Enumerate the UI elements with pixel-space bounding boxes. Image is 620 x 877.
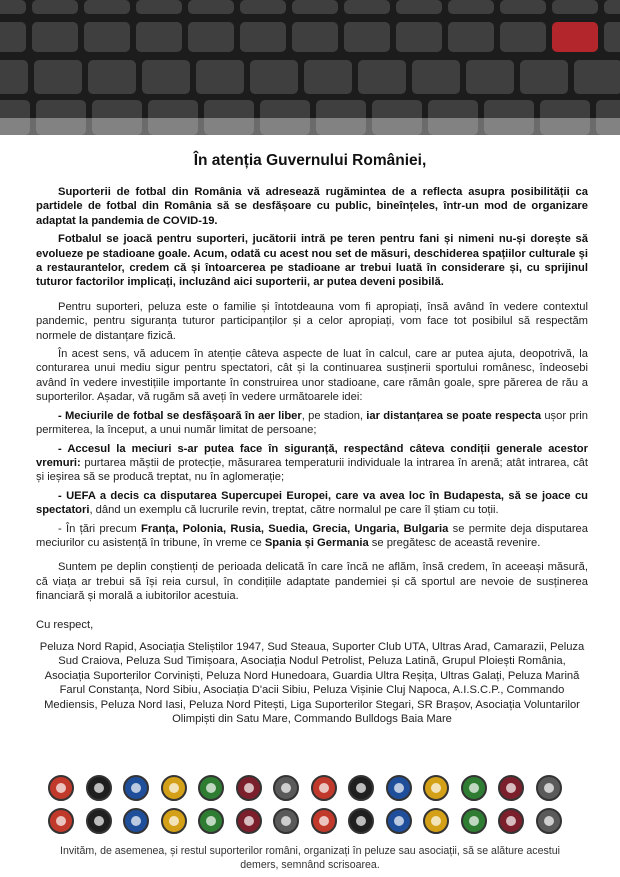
club-logo-icon <box>461 775 487 801</box>
seat <box>412 60 460 94</box>
seat <box>448 22 494 52</box>
seat <box>448 0 494 14</box>
bullet-outdoor-text: , pe stadion, <box>301 409 367 422</box>
bullet-countries-bold: Franța, Polonia, Rusia, Suedia, Grecia, Ungaria, Bulgaria <box>141 522 449 535</box>
club-logo-icon <box>498 808 524 834</box>
club-logo-icon <box>123 808 149 834</box>
seat <box>574 60 620 94</box>
club-logo-icon <box>161 775 187 801</box>
paragraph-context: În acest sens, vă aducem în atenție câteva aspecte de luat în calcul, care ar putea ajuta, deopotrivă, la conturarea unui mediu sigur pentru spectatori, cât și la continuarea susținerii sportului românesc, îndeosebi având în vedere investițiile importante în construirea unor stadioane, care rămân goale, spre părerea de rău a suporterilor. Așadar, vă rugăm să aveți în vedere următoarele idei: <box>36 348 588 404</box>
club-logo-icon <box>498 775 524 801</box>
club-logo-icon <box>311 808 337 834</box>
club-logo-icon <box>348 808 374 834</box>
seat <box>32 0 78 14</box>
seat <box>604 0 620 14</box>
closing-paragraph: Suntem pe deplin conștienți de perioada delicată în care încă ne aflăm, însă credem, în aceeași măsură, că viața ar trebui să își reia cursul, în condițiile adaptate pandemiei și că sportul are nevoie de susținerea financiară și morală a iubitorilor acestuia. <box>36 561 588 603</box>
club-logo-icon <box>536 808 562 834</box>
intro-paragraph-2: Fotbalul se joacă pentru suporteri, jucătorii intră pe teren pentru fani și nimeni nu-și dorește să evolueze pe stadioane goale. Acum, odată cu acest nou set de măsuri, deschiderea spațiilor culturale și a restaurantelor, credem că și întoarcerea pe stadioane ar trebui luată în considerare și, cu sprijinul tuturor factorilor implicați, incluzând aici suporterii, ar putea deveni posibilă. <box>36 233 588 289</box>
bullet-countries-text-3: se pregătesc de această revenire. <box>368 536 541 549</box>
seat <box>0 0 26 14</box>
seat <box>520 60 568 94</box>
footer-invitation: Invităm, de asemenea, și restul suporterilor români, organizați în peluze sau asociații, să se alăture acestui demers, semnând scrisoarea. <box>60 845 560 871</box>
seat <box>240 22 286 52</box>
seat <box>0 60 28 94</box>
seat <box>142 60 190 94</box>
seat <box>0 22 26 52</box>
seat <box>136 22 182 52</box>
club-logo-icon <box>123 775 149 801</box>
seat <box>500 22 546 52</box>
bullet-uefa-bold: - UEFA a decis ca disputarea Supercupei Europei, care va avea loc în Budapesta, să se joace cu spectatori <box>36 489 588 517</box>
letter <box>0 135 620 877</box>
club-logo-icon <box>48 775 74 801</box>
club-logo-icon <box>273 775 299 801</box>
stadium-seats-image <box>0 0 620 135</box>
seat <box>188 22 234 52</box>
club-logo-icon <box>86 808 112 834</box>
bullet-safety <box>36 442 588 485</box>
club-logos-strip <box>48 775 576 837</box>
club-logo-icon <box>198 775 224 801</box>
seat <box>292 22 338 52</box>
greeting: Cu respect, <box>36 618 94 631</box>
club-logo-icon <box>236 808 262 834</box>
seat <box>34 60 82 94</box>
bullet-safety-text: purtarea măștii de protecție, măsurarea temperaturii individuale la intrarea în arenă; atât intrarea, cât și ieșirea să se producă treptat, nu în aglomerație; <box>36 456 588 484</box>
club-logo-icon <box>461 808 487 834</box>
club-logo-icon <box>423 808 449 834</box>
club-logo-icon <box>348 775 374 801</box>
image-fade <box>0 118 620 135</box>
bullet-outdoor-bold: - Meciurile de fotbal se desfășoară în aer liber <box>58 409 302 422</box>
seat <box>500 0 546 14</box>
seat <box>304 60 352 94</box>
seat <box>84 0 130 14</box>
red-seat <box>552 22 598 52</box>
bullet-outdoor-bold-2: iar distanțarea se poate respecta <box>366 409 542 422</box>
bullet-outdoor-text-2: ușor prin permiterea, la început, a unui număr limitat de persoane; <box>36 409 588 437</box>
club-logo-icon <box>536 775 562 801</box>
bullet-safety-bold: - Accesul la meciuri s-ar putea face în siguranță, respectând câteva condiții generale acestor vremuri: <box>36 442 588 469</box>
club-logo-icon <box>423 775 449 801</box>
seat <box>396 0 442 14</box>
bullet-uefa-text: , dând un exemplu că lucrurile revin, treptat, către normalul pe care îl știam cu toții. <box>89 504 499 517</box>
letter-title: În atenția Guvernului României, <box>193 152 427 169</box>
seat <box>32 22 78 52</box>
seat <box>250 60 298 94</box>
seat <box>88 60 136 94</box>
seat <box>552 0 598 14</box>
seat <box>466 60 514 94</box>
bullet-outdoor <box>36 409 588 438</box>
seat <box>196 60 244 94</box>
seat <box>188 0 234 14</box>
seat <box>396 22 442 52</box>
bullet-countries-bold-2: Spania și Germania <box>264 536 369 549</box>
seat <box>240 0 286 14</box>
seat <box>344 0 390 14</box>
seat <box>358 60 406 94</box>
intro-paragraph-1: Suporterii de fotbal din România vă adresează rugămintea de a reflecta asupra posibilității ca partidele de fotbal din România să se desfășoare cu public, bineînțeles, într-un mod de organizare adaptat la pandemia de COVID-19. <box>36 186 588 227</box>
club-logo-icon <box>386 775 412 801</box>
club-logo-icon <box>386 808 412 834</box>
bullet-countries <box>36 522 588 551</box>
seat <box>136 0 182 14</box>
club-logo-icon <box>198 808 224 834</box>
bullet-countries-text: - În țări precum <box>58 522 142 535</box>
club-logo-icon <box>311 775 337 801</box>
signatories: Peluza Nord Rapid, Asociația Steliștilor 1947, Sud Steaua, Suporter Club UTA, Ultras Arad, Camarazii, Peluza Sud Craiova, Peluza Sud Timișoara, Asociația Nodul Petrolist, Peluza Latină, Grupul Ploiești România, Asociația Suporterilor Corviniști, Peluza Nord Hunedoara, Guardia Ultra Reșița, Ultras Galați, Peluza Marină Farul Constanța, Nord Sibiu, Asociația D'acii Sibiu, Peluza Vișinie Cluj Napoca, A.I.S.C.P., Commando Mediensis, Peluza Nord Iasi, Peluza Nord Pitești, Liga Suporterilor Stegari, SR Brașov, Asociația Voluntarilor Olimpiști din Satu Mare, Commando Bulldogs Baia Mare <box>39 640 585 725</box>
club-logo-icon <box>48 808 74 834</box>
club-logo-icon <box>161 808 187 834</box>
seat <box>292 0 338 14</box>
paragraph-family: Pentru suporteri, peluza este o familie și întotdeauna vom fi apropiați, însă având în vedere contextul pandemic, pentru siguranța tuturor participanților și a celor apropiați, vom face tot posibilul să respectăm normele de distanțare fizică. <box>36 300 588 342</box>
bullet-uefa <box>36 489 588 518</box>
seat <box>84 22 130 52</box>
letter-body <box>36 185 588 730</box>
club-logo-icon <box>86 775 112 801</box>
club-logo-icon <box>236 775 262 801</box>
seat <box>344 22 390 52</box>
seat <box>604 22 620 52</box>
club-logo-icon <box>273 808 299 834</box>
bullet-countries-text-2: se permite deja disputarea meciurilor cu asistență în tribune, în vreme ce <box>36 522 588 549</box>
